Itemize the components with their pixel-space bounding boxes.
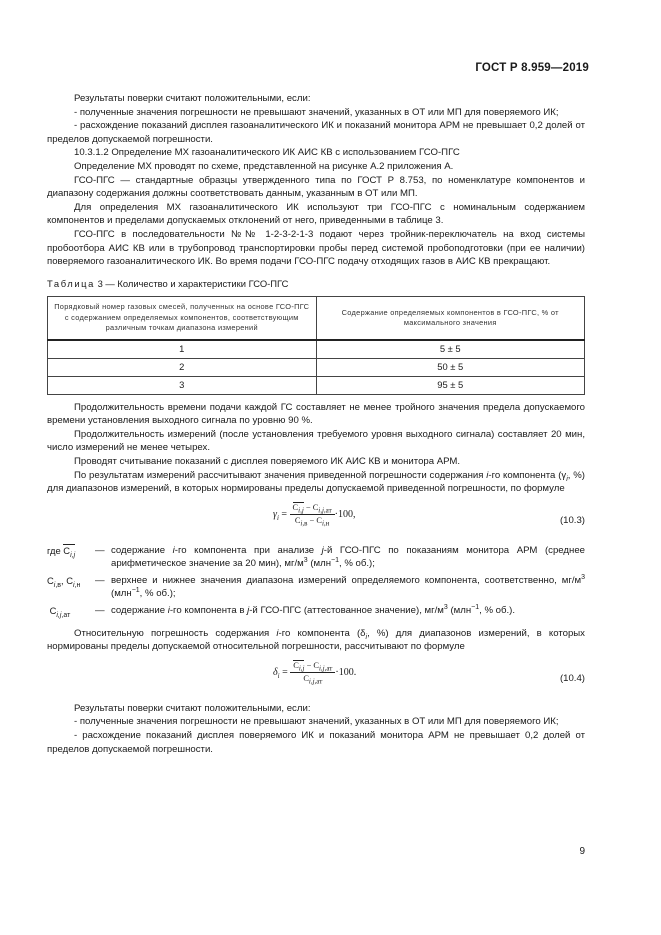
paragraph: - полученные значения погрешности не превышают значений, указанных в ОТ или МП для поверяемого ИК; [74,716,559,728]
section-heading: 10.3.1.2 Определение МХ газоаналитического ИК АИС КВ с использованием ГСО-ПГС [74,147,460,159]
formula-number: (10.4) [559,672,585,684]
standard-code: ГОСТ Р 8.959—2019 [475,62,589,74]
paragraph: Проводят считывание показаний с дисплея поверяемого ИК АИС КВ и монитора АРМ. [74,455,461,467]
page-number: 9 [579,846,585,857]
definition-item: где $C_{i,j}$ — содержание i-го компонента при анализе j-й ГСО-ПГС по показаниям монитора АРМ (среднее арифметическое значение за 20 мин), $мг/м^3$ (млн$^{-1}$, % об.); [47,544,585,570]
paragraph: - расхождение показаний дисплея газоаналитического ИК и показаний монитора АРМ не превышает 0,2 долей от пределов допускаемой погрешности. [47,120,585,145]
paragraph: - расхождение показаний дисплея поверяемого ИК и показаний монитора АРМ не превышает 0,2 долей от пределов допускаемой погрешности. [47,730,585,755]
formula-10-3: $\gamma_i$ = $\frac{C_{i,j} - C_{i,j,ат}}{C_{i,в} - C_{i,н}}$ ·100, (10.3) [273,502,585,528]
table-row: 2 50 ± 5 [48,358,585,376]
paragraph: - полученные значения погрешности не превышают значений, указанных в ОТ или МП для поверяемого ИК; [74,106,559,118]
document-body [47,92,585,756]
paragraph: По результатам измерений рассчитывают значения приведенной погрешности содержания i-го компонента ($\gamma_i$, %) для диапазонов измерений, в которых нормированы пределы допускаемой приведенной погрешности, по формуле [47,469,585,495]
gas-mixtures-table [47,296,585,394]
definition-item: $C_{i,j,ат}$ — содержание i-го компонента в j-й ГСО-ПГС (аттестованное значение), $мг/м^3$ (млн$^{-1}$, % об.). [47,603,516,619]
paragraph: Продолжительность измерений (после установления требуемого уровня выходного сигнала) составляет 20 мин, число измерений не менее четырех. [47,428,585,454]
paragraph: Результаты поверки считают положительными, если: [74,93,311,104]
table-header-content: Содержание определяемых компонентов в ГСО-ПГС, % от максимального значения [316,297,585,340]
formula-10-4: $\delta_i$ = $\frac{C_{i,j} - C_{i,j,ат}}{C_{i,j,ат}}$ ·100. (10.4) [273,660,585,686]
paragraph: Для определения МХ газоаналитического ИК используют три ГСО-ПГС с номинальным содержанием компонентов и пределами допускаемых отклонений от него, приведенными в таблице 3. [47,201,585,227]
paragraph: ГСО-ПГС — стандартные образцы утвержденного типа по ГОСТ Р 8.753, по номенклатуре компонентов и диапазону содержания должны соответствовать данным, указанным в ОТ или МП. [47,174,585,200]
formula-number: (10.3) [559,514,585,526]
definitions-list [47,544,585,618]
table-row: 3 95 ± 5 [48,376,585,394]
table-row: 1 5 ± 5 [48,340,585,359]
paragraph: Результаты поверки считают положительными, если: [74,702,311,714]
paragraph: Определение МХ проводят по схеме, представленной на рисунке А.2 приложения А. [74,160,454,172]
table-caption: Таблица 3 — Количество и характеристики ГСО-ПГС [47,277,289,289]
definition-item: $C_{i,в}$, $C_{i,н}$ — верхнее и нижнее значения диапазона измерений определяемого компонента, соответственно, $мг/м^3$ (млн$^{-1}$, % об.); [47,573,585,600]
table-header-number: Порядковый номер газовых смесей, полученных на основе ГСО-ПГС с содержанием определяемых компонентов, соответствующим различным точкам диапазона измерений [48,297,317,340]
paragraph: Продолжительность времени подачи каждой ГС составляет не менее тройного значения предела допускаемого времени установления выходного сигнала по уровню 90 %. [47,401,585,427]
paragraph: Относительную погрешность содержания i-го компонента ($\delta_i$, %) для диапазонов измерений, в которых нормированы пределы допускаемой относительной погрешности, рассчитывают по формуле [47,627,585,653]
paragraph: ГСО-ПГС в последовательности №№ 1-2-3-2-1-3 подают через тройник-переключатель на вход системы пробоотбора АИС КВ или в трубопровод транспортировки пробы перед системой пробоподготовки (при ее наличии) поверяемого газоаналитического ИК. Во время подачи ГСО-ПГС подачу отходящих газов в АИС КВ прекращают. [47,228,585,268]
